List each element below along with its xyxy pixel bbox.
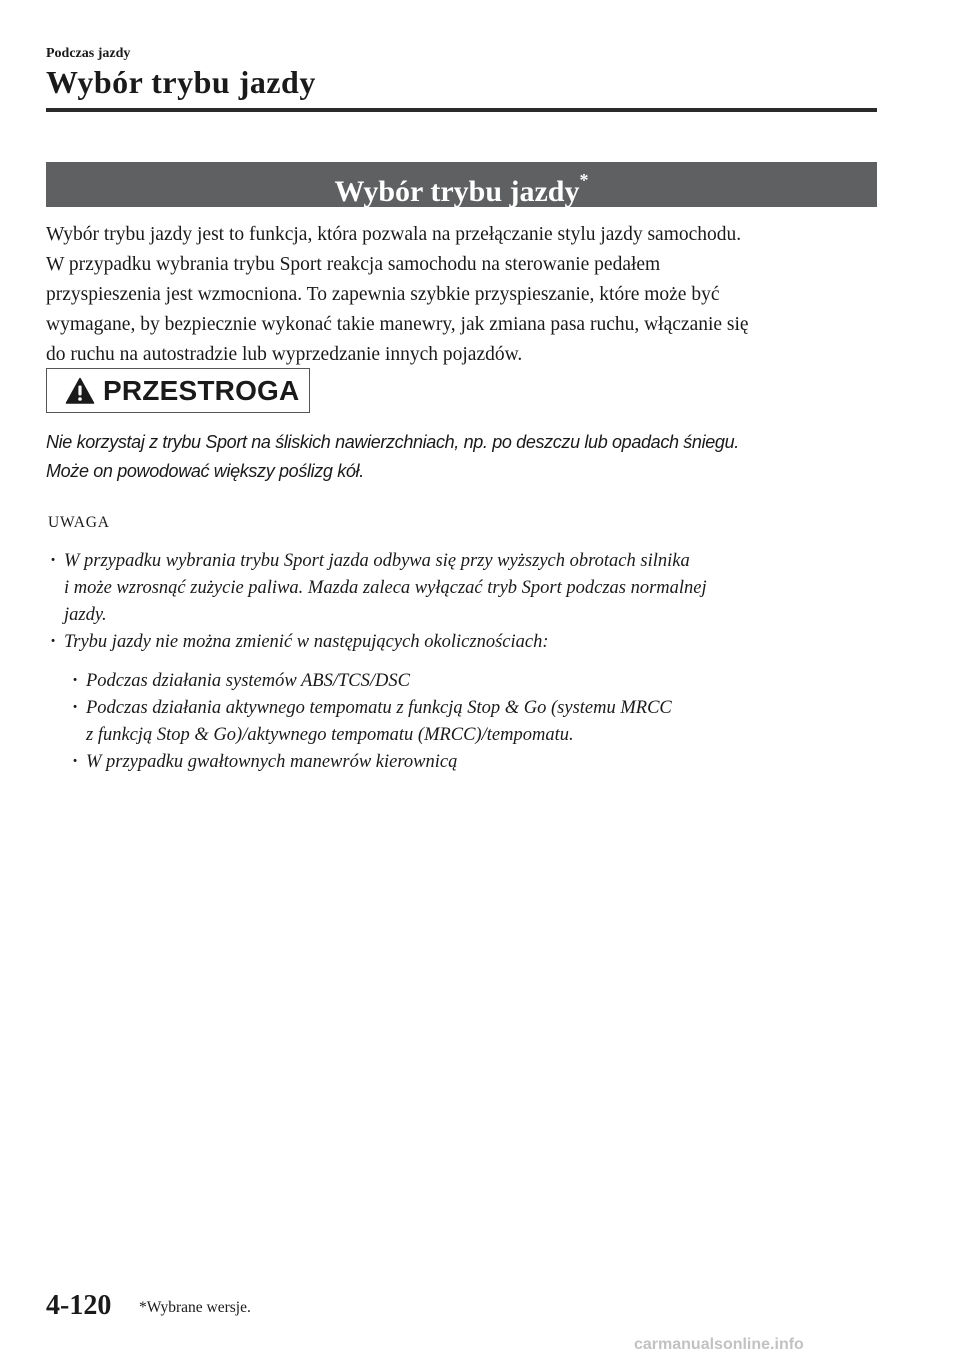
caution-line: Może on powodować większy poślizg kół.	[46, 461, 364, 481]
intro-paragraph	[46, 220, 876, 370]
caution-label: PRZESTROGA	[103, 374, 300, 406]
footnote: *Wybrane wersje.	[139, 1299, 251, 1316]
intro-line: przyspieszenia jest wzmocniona. To zapewnia szybkie przyspieszanie, które może być	[46, 284, 720, 305]
note-item	[46, 548, 876, 629]
title-divider	[46, 108, 877, 112]
note-line: jazdy.	[64, 605, 107, 625]
section-title: Wybór trybu jazdy	[334, 175, 580, 208]
note-subitem	[46, 749, 876, 776]
note-list	[46, 548, 876, 776]
note-line: · Podczas działania aktywnego tempomatu z funkcją Stop & Go (systemu MRCC	[86, 698, 672, 718]
note-line: i może wzrosnąć zużycie paliwa. Mazda zaleca wyłączać tryb Sport podczas normalnej	[64, 578, 707, 598]
note-item	[46, 629, 876, 656]
intro-line: W przypadku wybrania trybu Sport reakcja samochodu na sterowanie pedałem	[46, 254, 661, 275]
intro-line: Wybór trybu jazdy jest to funkcja, która pozwala na przełączanie stylu jazdy samochodu.	[46, 224, 742, 245]
caution-line: Nie korzystaj z trybu Sport na śliskich nawierzchniach, np. po deszczu lub opadach śniegu.	[46, 432, 739, 452]
note-subitem	[46, 695, 876, 749]
note-line: · W przypadku gwałtownych manewrów kierownicą	[86, 752, 458, 772]
section-banner	[46, 162, 877, 207]
page-number: 4-120	[46, 1290, 112, 1321]
note-heading: UWAGA	[48, 514, 110, 531]
caution-box	[46, 368, 310, 413]
intro-line: do ruchu na autostradzie lub wyprzedzanie innych pojazdów.	[46, 344, 523, 365]
caution-text	[46, 428, 886, 486]
note-subitem	[46, 668, 876, 695]
note-sublist	[46, 668, 876, 776]
section-title-mark: *	[579, 170, 589, 190]
note-line: · Podczas działania systemów ABS/TCS/DSC	[86, 671, 410, 691]
breadcrumb: Podczas jazdy	[46, 46, 131, 61]
note-line: z funkcją Stop & Go)/aktywnego tempomatu (MRCC)/tempomatu.	[86, 725, 574, 745]
warning-triangle-icon	[65, 377, 95, 405]
intro-line: wymagane, by bezpiecznie wykonać takie manewry, jak zmiana pasa ruchu, włączanie się	[46, 314, 749, 335]
note-line: · W przypadku wybrania trybu Sport jazda odbywa się przy wyższych obrotach silnika	[64, 551, 690, 571]
page-title: Wybór trybu jazdy	[46, 64, 316, 100]
note-line: · Trybu jazdy nie można zmienić w następujących okolicznościach:	[64, 632, 549, 652]
watermark: carmanualsonline.info	[634, 1336, 804, 1353]
